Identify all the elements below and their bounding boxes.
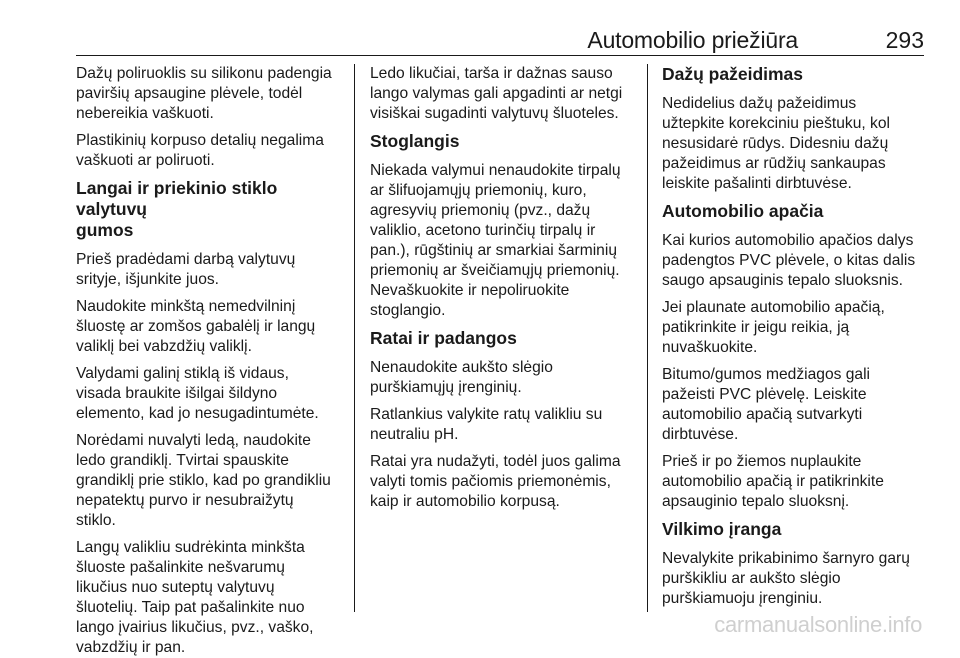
paragraph: Nevalykite prikabinimo šarnyro garų purškikliu ar aukšto slėgio purškiamuoju įrenginiu. [662,550,910,607]
section-heading: Langai ir priekinio stiklo valytuvų gumos [76,178,278,240]
section-heading: Automobilio apačia [662,201,824,221]
paragraph: Dažų poliruoklis su silikonu padengia paviršių apsaugine plėvele, todėl nebereikia vaškuoti. [76,65,332,122]
section-heading: Dažų pažeidimas [662,64,804,84]
watermark: carmanualsonline.info [714,612,922,637]
paragraph: Prieš pradėdami darbą valytuvų srityje, išjunkite juos. [76,251,296,288]
header-rule [76,55,924,56]
section-heading: Ratai ir padangos [370,328,517,348]
paragraph: Ledo likučiai, tarša ir dažnas sauso lango valymas gali apgadinti ar netgi visiškai sugadinti valytuvų šluoteles. [370,65,623,122]
paragraph: Nedidelius dažų pažeidimus užtepkite korekciniu pieštuku, kol nesusidarė rūdys. Didesniu dažų pažeidimus ar rūdžių sankaupas leiskite pašalinti dirbtuvėse. [662,95,890,192]
page-number: 293 [885,27,924,53]
paragraph: Langų valikliu sudrėkinta minkšta šluoste pašalinkite nešvarumų likučius nuo suteptų valytuvų šluotelių. Taip pat pašalinkite nuo lango įvairius likučius, pvz., vaško, vabzdžių ir pan. [76,539,314,656]
text-column-3 [662,64,930,612]
paragraph: Niekada valymui nenaudokite tirpalų ar šlifuojamųjų priemonių, kuro, agresyvių priemonių (pvz., dažų valiklio, acetono turinčių tirpalų ir pan.), rūgštinių ar smarkiai šarminių priemonių ar šveičiamųjų priemonių. Nevaškuokite ir nepoliruokite stoglangio. [370,162,621,319]
paragraph: Ratlankius valykite ratų valikliu su neutraliu pH. [370,406,603,443]
paragraph: Plastikinių korpuso detalių negalima vaškuoti ar poliruoti. [76,132,324,169]
paragraph: Bitumo/gumos medžiagos gali pažeisti PVC plėvelę. Leiskite automobilio apačią sutvarkyti dirbtuvėse. [662,366,871,443]
paragraph: Jei plaunate automobilio apačią, patikrinkite ir jeigu reikia, ją nuvaškuokite. [662,299,885,356]
paragraph: Ratai yra nudažyti, todėl juos galima valyti tomis pačiomis priemonėmis, kaip ir automobilio korpusą. [370,453,621,510]
column-divider [647,64,648,612]
page-header-title: Automobilio priežiūra [587,27,798,53]
text-column-1 [76,64,348,656]
paragraph: Nenaudokite aukšto slėgio purškiamųjų įrenginių. [370,359,553,396]
column-divider [354,64,355,612]
text-column-2 [370,64,638,612]
paragraph: Prieš ir po žiemos nuplaukite automobilio apačią ir patikrinkite apsauginio tepalo sluoksnį. [662,453,884,510]
paragraph: Kai kurios automobilio apačios dalys padengtos PVC plėvele, o kitas dalis saugo apsauginis tepalo sluoksnis. [662,232,916,289]
paragraph: Naudokite minkštą nemedvilninį šluostę ar zomšos gabalėlį ir langų valiklį bei vabzdžių valiklį. [76,298,316,355]
section-heading: Stoglangis [370,131,460,151]
paragraph: Valydami galinį stiklą iš vidaus, visada braukite išilgai šildyno elemento, kad jo nesugadintumėte. [76,365,319,422]
section-heading: Vilkimo įranga [662,519,782,539]
paragraph: Norėdami nuvalyti ledą, naudokite ledo grandiklį. Tvirtai spauskite grandiklį prie stiklo, kad po grandikliu nepatektų purvo ir nesubraižytų stiklo. [76,432,331,529]
